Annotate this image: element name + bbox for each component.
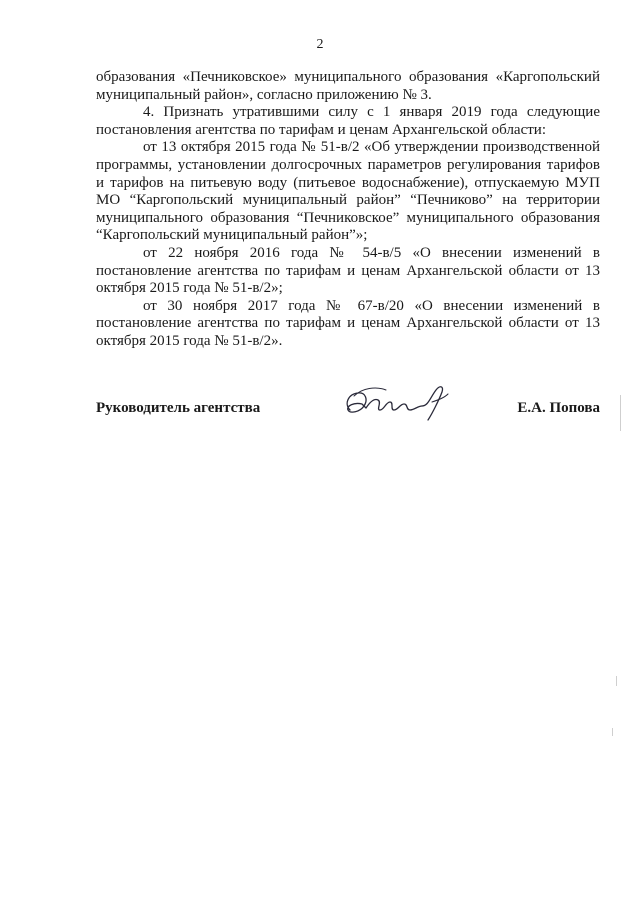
handwritten-signature [336, 380, 456, 428]
paragraph-resolution-2016: от 22 ноября 2016 года № 54-в/5 «О внесении изменений в постановление агентства по тарифам и ценам Архангельской области от 13 октября 2015 года № 51-в/2»; [96, 244, 600, 297]
paragraph-resolution-2015: от 13 октября 2015 года № 51-в/2 «Об утверждении производственной программы, установлении долгосрочных параметров регулирования тарифов и тарифов на питьевую воду (питьевое водоснабжение), отпускаемую МУП МО “Каргопольский муниципальный район” “Печниково” на территории муниципального образования “Печниковское” муниципального образования “Каргопольский муниципальный район”»; [96, 139, 600, 244]
paragraph-resolution-2017: от 30 ноября 2017 года № 67-в/20 «О внесении изменений в постановление агентства по тарифам и ценам Архангельской области от 13 октября 2015 года № 51-в/2». [96, 297, 600, 349]
signature-block [96, 392, 600, 432]
paragraph-item-4: 4. Признать утратившими силу с 1 января 2019 года следующие постановления агентства по тарифам и ценам Архангельской области: [96, 104, 600, 138]
scan-margin-mark [620, 395, 621, 431]
document-body [96, 69, 600, 351]
scan-margin-mark [612, 728, 613, 736]
paragraph-continuation: образования «Печниковское» муниципального образования «Каргопольский муниципальный район», согласно приложению № 3. [96, 69, 600, 103]
page-number: 2 [316, 37, 324, 52]
signer-name: Е.А. Попова [517, 400, 600, 416]
scan-margin-mark [616, 676, 617, 686]
signer-title: Руководитель агентства [96, 400, 261, 416]
